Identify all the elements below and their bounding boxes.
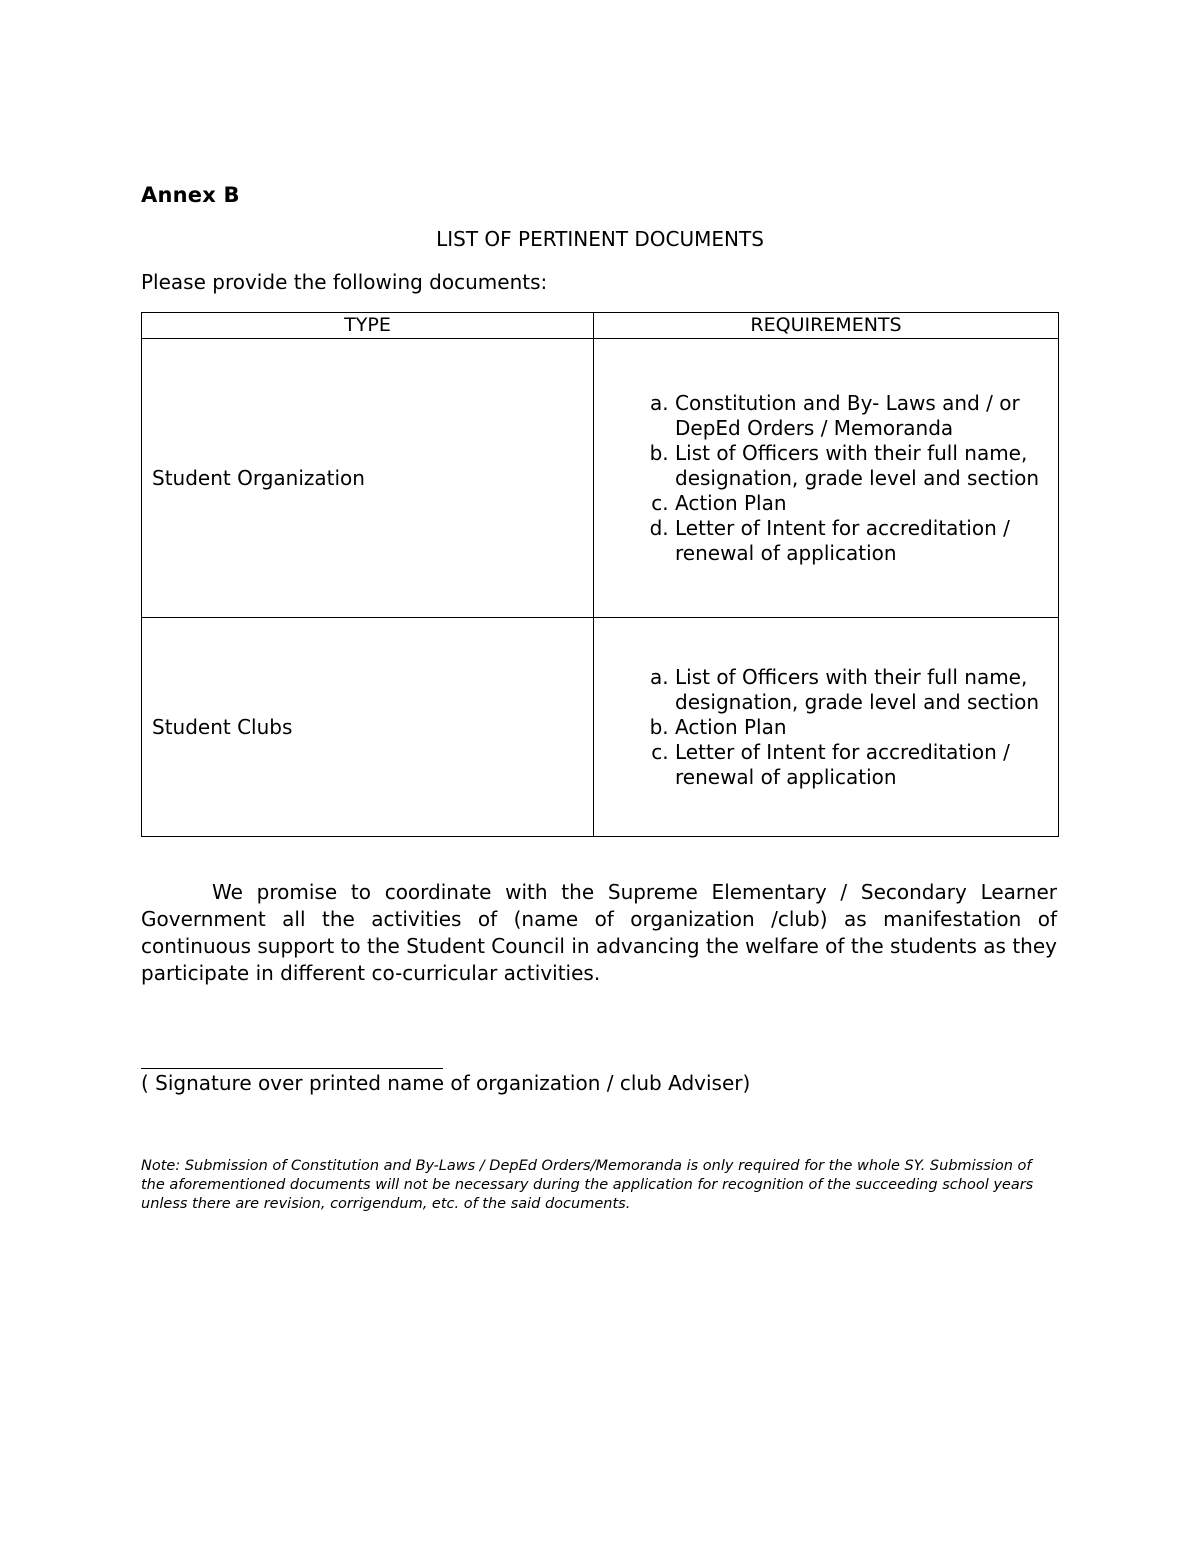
table-header-row xyxy=(142,313,1059,339)
requirement-item: a. List of Officers with their full name, designation, grade level and section xyxy=(675,665,1048,715)
promise-paragraph: We promise to coordinate with the Supreme Elementary / Secondary Learner Government all the activities of (name of organization /club) as manifestation of continuous support to the Student Council in advancing the welfare of the students as they participate in different co-curricular activities. xyxy=(141,880,1057,985)
requirements-list xyxy=(594,665,1058,790)
requirements-cell xyxy=(594,339,1059,618)
requirements-list xyxy=(594,391,1058,566)
signature-caption: ( Signature over printed name of organization / club Adviser) xyxy=(141,1071,751,1095)
annex-label: Annex B xyxy=(141,183,240,207)
requirement-item: c. Action Plan xyxy=(675,491,1048,516)
requirement-item: b. Action Plan xyxy=(675,715,1048,740)
note-text: Note: Submission of Constitution and By-Laws / DepEd Orders/Memoranda is only required for the whole SY. Submission of the aforementioned documents will not be necessary during the application for recognition of the succeeding school years unless there are revision, corrigendum, etc. of the said documents. xyxy=(141,1158,1034,1212)
requirement-item: b. List of Officers with their full name, designation, grade level and section xyxy=(675,441,1048,491)
signature-line xyxy=(141,1068,443,1069)
table-row xyxy=(142,618,1059,837)
documents-table xyxy=(141,312,1059,837)
header-type: TYPE xyxy=(142,313,594,339)
intro-text: Please provide the following documents: xyxy=(141,270,548,294)
requirement-item: d. Letter of Intent for accreditation / renewal of application xyxy=(675,516,1048,566)
header-requirements: REQUIREMENTS xyxy=(594,313,1059,339)
requirement-item: c. Letter of Intent for accreditation / renewal of application xyxy=(675,740,1048,790)
table-row xyxy=(142,339,1059,618)
type-cell: Student Clubs xyxy=(142,618,594,837)
requirement-item: a. Constitution and By- Laws and / or DepEd Orders / Memoranda xyxy=(675,391,1048,441)
requirements-cell xyxy=(594,618,1059,837)
type-cell: Student Organization xyxy=(142,339,594,618)
document-title: LIST OF PERTINENT DOCUMENTS xyxy=(436,227,764,251)
